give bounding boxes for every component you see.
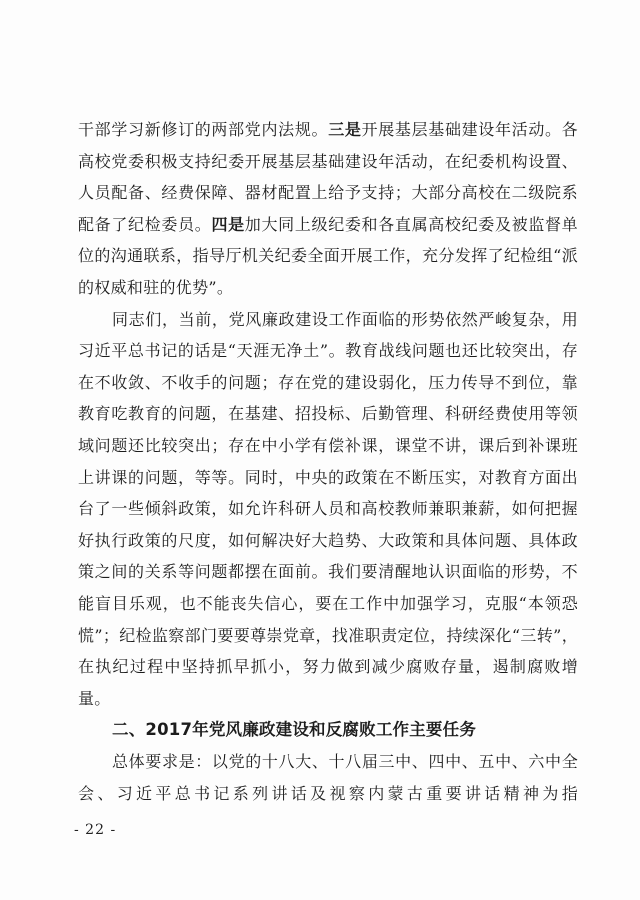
paragraph-1-bold-a: 三是 bbox=[328, 120, 362, 139]
paragraph-1 bbox=[78, 114, 578, 304]
paragraph-2: 同志们，当前，党风廉政建设工作面临的形势依然严峻复杂，用习近平总书记的话是“天涯无净土”。教育战线问题也还比较突出，存在不收敛、不收手的问题；存在党的建设弱化，压力传导不到位，靠教育吃教育的问题，在基建、招投标、后勤管理、科研经费使用等领域问题还比较突出；存在中小学有偿补课，课堂不讲，课后到补课班上讲课的问题，等等。同时，中央的政策在不断压实，对教育方面出台了一些倾斜政策，如允许科研人员和高校教师兼职兼薪，如何把握好执行政策的尺度，如何解决好大趋势、大政策和具体问题、具体政策之间的关系等问题都摆在面前。我们要清醒地认识面临的形势，不能盲目乐观，也不能丧失信心，要在工作中加强学习，克服“本领恐慌”；纪检监察部门要要尊崇党章，找准职责定位，持续深化“三转”，在执纪过程中坚持抓早抓小，努力做到减少腐败存量，遏制腐败增量。 bbox=[78, 309, 578, 708]
section-heading: 二、2017年党风廉政建设和反腐败工作主要任务 bbox=[112, 720, 477, 740]
paragraph-3: 总体要求是：以党的十八大、十八届三中、四中、五中、六中全会、习近平总书记系列讲话及视察内蒙古重要讲话精神为指 bbox=[78, 752, 578, 803]
document-body bbox=[78, 114, 578, 809]
page-number: - 22 - bbox=[74, 822, 117, 838]
paragraph-1-bold-b: 四是 bbox=[211, 214, 245, 234]
paragraph-1-text-a: 干部学习新修订的两部党内法规。 bbox=[78, 120, 329, 139]
paragraph-1-text-b: 开展基层基础建设年活动。各高校党委积极支持纪委开展基层基础建设年活动，在纪委机构设置、人员配备、经费保障、器材配置上给予支持；大部分高校在二级院系配备了纪检委员。 bbox=[78, 120, 578, 234]
paragraph-1-text-c: 加大同上级纪委和各直属高校纪委及被监督单位的沟通联系，指导厅机关纪委全面开展工作，充分发挥了纪检组“派的权威和驻的优势”。 bbox=[78, 214, 578, 297]
